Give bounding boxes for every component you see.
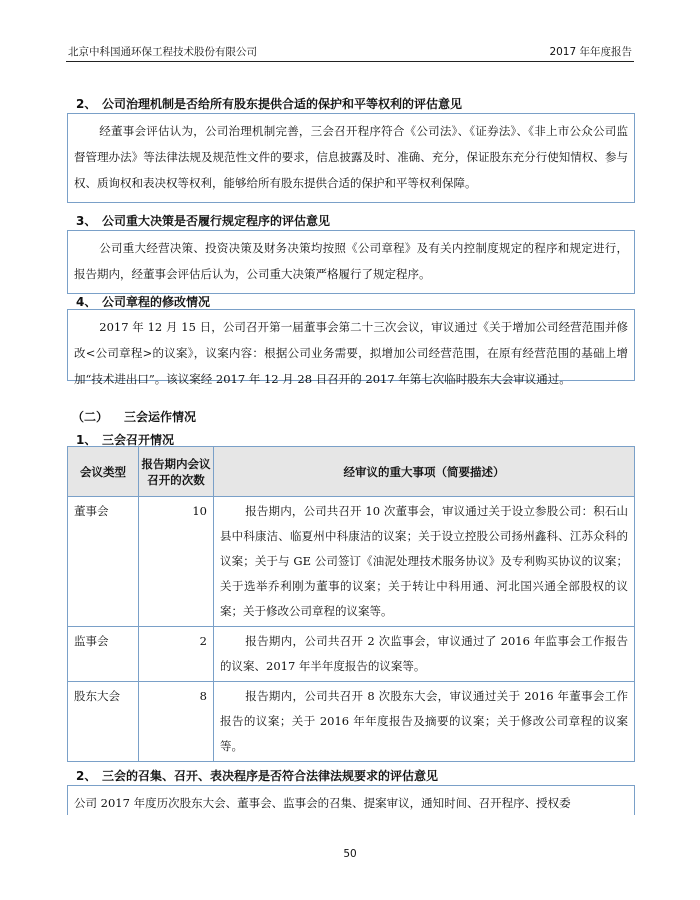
section-3-body: 公司重大经营决策、投资决策及财务决策均按照《公司章程》及有关内控制度规定的程序和规定进行，报告期内，经董事会评估后认为，公司重大决策严格履行了规定程序。 [74,241,628,281]
section-2-heading [76,95,462,112]
meeting-count-cell: 2 [139,627,214,682]
section-4-number: 4、 [76,295,97,309]
header-major-matters: 经审议的重大事项（简要描述） [214,447,635,497]
part-2-title: 三会运作情况 [124,410,197,424]
table-row [68,627,635,682]
meeting-count-cell: 8 [139,682,214,762]
section-3-heading [76,212,330,229]
part-2-heading [72,408,196,425]
meeting-type-cell: 董事会 [68,497,139,627]
subsection-1-number: 1、 [76,433,97,447]
section-3-box [67,230,635,294]
section-4-body: 2017 年 12 月 15 日，公司召开第一届董事会第二十三次会议，审议通过《关于增加公司经营范围并修改<公司章程>的议案》，议案内容：根据公司业务需要，拟增加公司经营范围，在原有经营范围的基础上增加“技术进出口”。该议案经 2017 年 12 月 28 日召开的 2017 年第七次临时股东大会审议通过。 [74,320,628,386]
section-2-body: 经董事会评估认为，公司治理机制完善，三会召开程序符合《公司法》、《证券法》、《非上市公众公司监督管理办法》等法律法规及规范性文件的要求，信息披露及时、准确、充分，保证股东充分行使知情权、参与权、质询权和表决权等权利，能够给所有股东提供合适的保护和平等权利保障。 [74,124,628,190]
header-report-title: 2017 年年度报告 [549,46,632,58]
section-2-title: 公司治理机制是否给所有股东提供合适的保护和平等权利的评估意见 [102,97,463,111]
table-row [68,497,635,627]
header-company: 北京中科国通环保工程技术股份有限公司 [68,46,257,58]
meeting-type-cell: 股东大会 [68,682,139,762]
meeting-type-cell: 监事会 [68,627,139,682]
subsection-2-title: 三会的召集、召开、表决程序是否符合法律法规要求的评估意见 [102,769,439,783]
section-4-heading [76,293,210,310]
section-2-number: 2、 [76,97,97,111]
section-4-box [67,309,635,386]
part-2-number: （二） [72,410,109,424]
subsection-2-heading [76,767,438,784]
subsection-2-body: 公司 2017 年度历次股东大会、董事会、监事会的召集、提案审议，通知时间、召开程序、授权委 [74,796,571,810]
page-number: 50 [343,848,357,860]
section-3-title: 公司重大决策是否履行规定程序的评估意见 [102,214,331,228]
meeting-desc-cell: 报告期内，公司共召开 8 次股东大会，审议通过关于 2016 年董事会工作报告的议案；关于 2016 年年度报告及摘要的议案；关于修改公司章程的议案等。 [214,682,635,762]
section-4-title: 公司章程的修改情况 [102,295,211,309]
subsection-2-number: 2、 [76,769,97,783]
section-3-number: 3、 [76,214,97,228]
section-2-box [67,113,635,203]
table-row [68,682,635,762]
header-meeting-count: 报告期内会议召开的次数 [139,447,214,497]
header-meeting-type: 会议类型 [68,447,139,497]
meeting-desc-cell: 报告期内，公司共召开 10 次董事会，审议通过关于设立参股公司：积石山县中科康洁、临夏州中科康洁的议案；关于设立控股公司扬州鑫科、江苏众科的议案；关于与 GE 公司签订《油泥处理技术服务协议》及专利购买协议的议案；关于选举乔利刚为董事的议案；关于转让中科用通、河北国兴通全部股权的议案；关于修改公司章程的议案等。 [214,497,635,627]
header-divider [66,61,634,62]
subsection-2-box [67,785,635,815]
meetings-table [67,446,635,762]
meeting-desc-cell: 报告期内，公司共召开 2 次监事会，审议通过了 2016 年监事会工作报告的议案、2017 年半年度报告的议案等。 [214,627,635,682]
subsection-1-title: 三会召开情况 [102,433,175,447]
meeting-count-cell: 10 [139,497,214,627]
meetings-table-header-row [68,447,635,497]
